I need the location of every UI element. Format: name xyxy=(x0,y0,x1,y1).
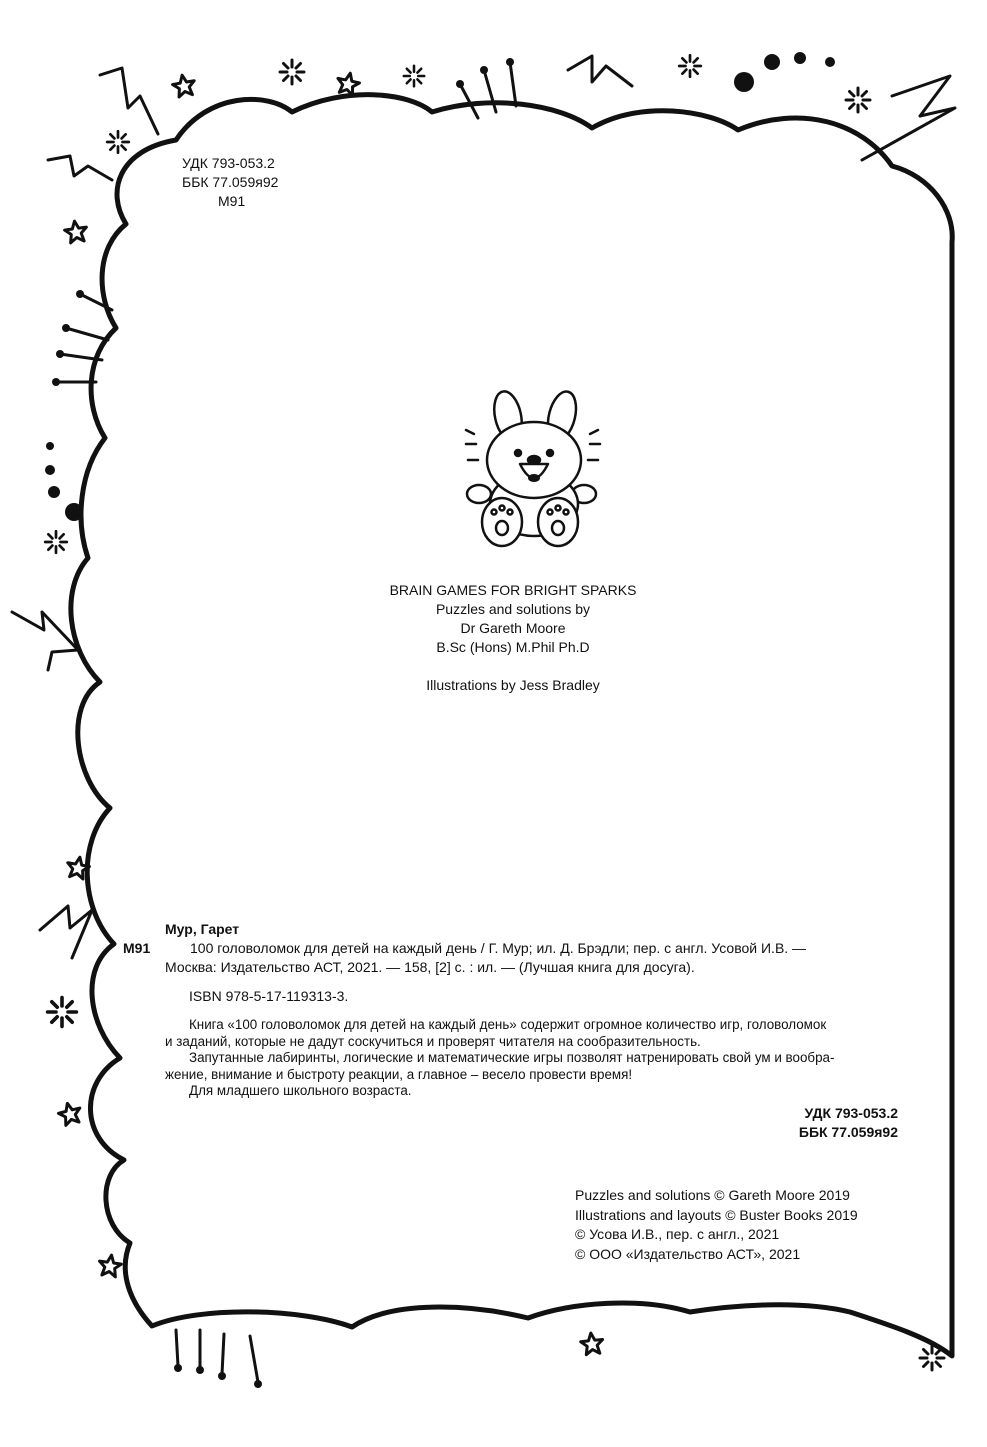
annotation-line: жение, внимание и быстроту реакции, а главное – весело провести время! xyxy=(165,1066,633,1082)
sparkle-icon xyxy=(846,88,870,112)
pin-icon xyxy=(460,84,478,118)
dot-icon xyxy=(56,350,64,358)
catalog-author-heading: Мур, Гарет xyxy=(165,921,240,937)
pin-icon xyxy=(66,328,108,340)
bunny-icon xyxy=(466,389,600,546)
star-icon xyxy=(335,71,361,96)
star-icon xyxy=(580,1332,604,1355)
dot-icon xyxy=(254,1380,262,1388)
dot-icon xyxy=(218,1372,226,1380)
copyright-block xyxy=(575,1186,858,1264)
header-classification-codes xyxy=(182,154,278,211)
footer-classification-codes xyxy=(700,1104,898,1142)
catalog-author-mark: М91 xyxy=(123,940,151,956)
dot-icon xyxy=(764,54,780,70)
biblio-line: 100 головоломок для детей на каждый день / Г. Мур; ил. Д. Брэдли; пер. с англ. Усовой И.В. — xyxy=(190,940,807,956)
original-title-block xyxy=(300,581,726,695)
original-byline: Puzzles and solutions by xyxy=(435,601,591,617)
biblio-line: Москва: Издательство АСТ, 2021. — 158, [2] с. : ил. — (Лучшая книга для досуга). xyxy=(165,959,695,975)
dot-icon xyxy=(174,1364,182,1372)
copyright-line: © ООО «Издательство АСТ», 2021 xyxy=(575,1245,801,1262)
annotation-line: и заданий, которые не дадут соскучиться и проверят читателя на сообразительность. xyxy=(165,1033,701,1049)
dot-icon xyxy=(65,503,83,521)
bibliographic-description xyxy=(165,939,806,977)
lightning-icon xyxy=(40,906,92,958)
sparkle-icon xyxy=(280,60,304,84)
dot-icon xyxy=(196,1366,204,1374)
dot-icon xyxy=(45,465,55,475)
sparkle-icon xyxy=(920,1346,944,1370)
star-icon xyxy=(57,1101,83,1127)
dot-icon xyxy=(48,486,60,498)
original-title: BRAIN GAMES FOR BRIGHT SPARKS xyxy=(389,582,637,598)
lightning-icon xyxy=(48,156,112,180)
dot-icon xyxy=(480,66,488,74)
annotation-line: Запутанные лабиринты, логические и математические игры позволят натренировать свой ум и вообра- xyxy=(189,1050,835,1065)
illustrations-credit: Illustrations by Jess Bradley xyxy=(426,677,600,693)
lightning-icon xyxy=(568,56,632,86)
bbk-code: ББК 77.059я92 xyxy=(182,174,279,190)
lightning-icon xyxy=(12,612,78,670)
dot-icon xyxy=(76,290,84,298)
copyright-line: Illustrations and layouts © Buster Books 2019 xyxy=(575,1206,858,1223)
sparkle-icon xyxy=(404,66,424,86)
copyright-line: Puzzles and solutions © Gareth Moore 2019 xyxy=(575,1187,850,1203)
original-author: Dr Gareth Moore xyxy=(460,620,566,636)
sparkle-icon xyxy=(45,531,67,553)
lightning-icon xyxy=(100,68,158,134)
dot-icon xyxy=(456,80,464,88)
annotation-line: Книга «100 головоломок для детей на каждый день» содержит огромное количество игр, головоломок xyxy=(189,1017,827,1032)
author-degrees: B.Sc (Hons) M.Phil Ph.D xyxy=(436,639,590,655)
pin-icon xyxy=(176,1330,178,1366)
pin-icon xyxy=(222,1334,224,1374)
star-icon xyxy=(64,220,89,244)
sparkle-icon xyxy=(48,998,77,1027)
dot-icon xyxy=(734,72,754,92)
dot-icon xyxy=(62,324,70,332)
cloud-border xyxy=(71,95,952,1356)
dot-icon xyxy=(52,378,60,386)
dot-icon xyxy=(825,57,835,67)
bbk-code: ББК 77.059я92 xyxy=(798,1124,898,1140)
annotation-line: Для младшего школьного возраста. xyxy=(189,1083,412,1098)
udk-code: УДК 793-053.2 xyxy=(804,1105,898,1121)
pin-icon xyxy=(250,1336,258,1382)
dot-icon xyxy=(506,58,514,66)
author-mark: М91 xyxy=(218,193,246,209)
dot-icon xyxy=(46,442,54,450)
udk-code: УДК 793-053.2 xyxy=(182,155,275,171)
dot-icon xyxy=(794,52,806,64)
isbn: ISBN 978-5-17-119313-3. xyxy=(189,988,349,1004)
star-icon xyxy=(171,73,196,98)
annotation xyxy=(165,1017,903,1100)
pin-icon xyxy=(510,62,516,106)
sparkle-icon xyxy=(107,131,129,153)
pin-icon xyxy=(484,70,496,112)
sparkle-icon xyxy=(679,55,701,77)
star-icon xyxy=(98,1254,123,1278)
copyright-line: © Усова И.В., пер. с англ., 2021 xyxy=(575,1226,780,1242)
